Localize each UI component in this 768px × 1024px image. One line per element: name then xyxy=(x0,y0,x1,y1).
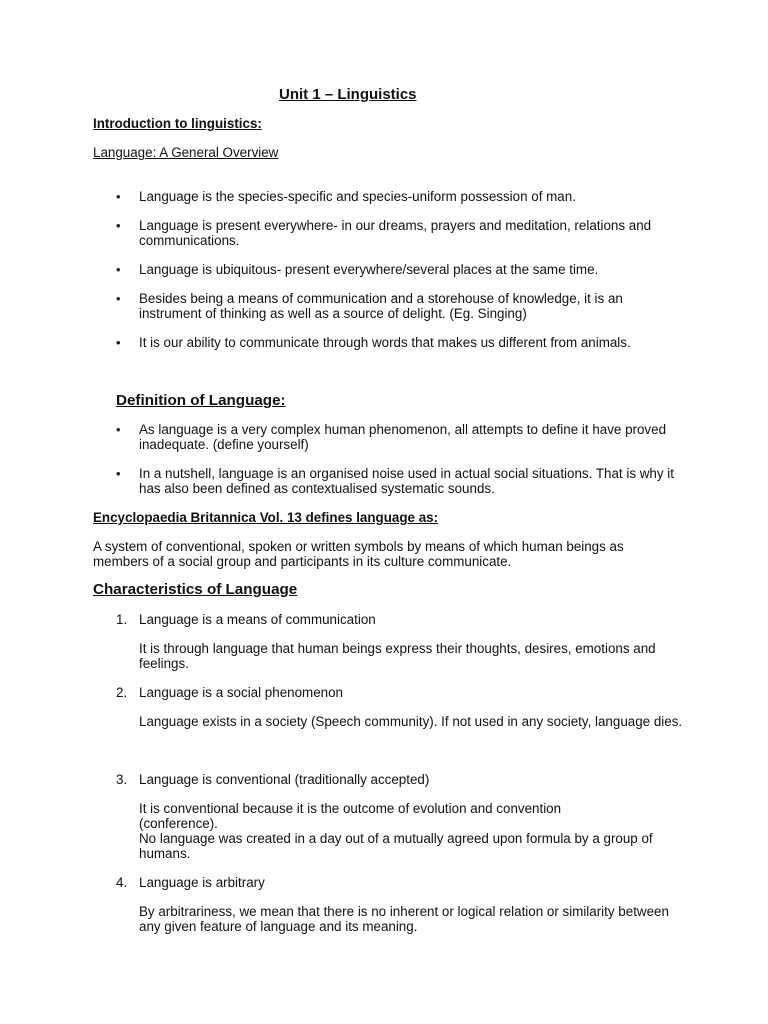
bullet-icon: • xyxy=(116,189,121,204)
list-item: Language is present everywhere- in our dreams, prayers and meditation, relations and communications. xyxy=(139,218,652,248)
characteristic-title: Language is conventional (traditionally accepted) xyxy=(139,772,430,787)
item-number: 2. xyxy=(116,685,128,700)
characteristic-title: Language is arbitrary xyxy=(139,875,265,890)
characteristic-body: It is conventional because it is the outcome of evolution and convention (conference). xyxy=(139,801,562,831)
britannica-heading: Encyclopaedia Britannica Vol. 13 defines language as: xyxy=(93,510,439,525)
list-item: As language is a very complex human phenomenon, all attempts to define it have proved inadequate. (define yourself) xyxy=(139,422,667,452)
bullet-icon: • xyxy=(116,291,121,306)
characteristic-body: No language was created in a day out of a mutually agreed upon formula by a group of humans. xyxy=(139,831,653,861)
characteristic-body: It is through language that human beings express their thoughts, desires, emotions and feelings. xyxy=(139,641,656,671)
bullet-icon: • xyxy=(116,218,121,233)
item-number: 3. xyxy=(116,772,128,787)
list-item: Language is the species-specific and species-uniform possession of man. xyxy=(139,189,576,204)
bullet-icon: • xyxy=(116,262,121,277)
intro-heading: Introduction to linguistics: xyxy=(93,116,262,131)
characteristics-heading: Characteristics of Language xyxy=(93,581,298,598)
bullet-icon: • xyxy=(116,335,121,350)
item-number: 4. xyxy=(116,875,128,890)
overview-heading: Language: A General Overview xyxy=(93,145,279,160)
list-item: Besides being a means of communication and a storehouse of knowledge, it is an instrument of thinking as well as a source of delight. (Eg. Singing) xyxy=(139,291,623,321)
list-item: It is our ability to communicate through words that makes us different from animals. xyxy=(139,335,631,350)
list-item: Language is ubiquitous- present everywhere/several places at the same time. xyxy=(139,262,599,277)
characteristic-body: By arbitrariness, we mean that there is no inherent or logical relation or similarity between any given feature of language and its meaning. xyxy=(139,904,669,934)
bullet-icon: • xyxy=(116,422,121,437)
characteristic-title: Language is a means of communication xyxy=(139,612,376,627)
page-title: Unit 1 – Linguistics xyxy=(279,86,417,103)
characteristic-body: Language exists in a society (Speech community). If not used in any society, language dies. xyxy=(139,714,683,729)
definition-heading: Definition of Language: xyxy=(116,392,286,409)
item-number: 1. xyxy=(116,612,128,627)
britannica-text: A system of conventional, spoken or written symbols by means of which human beings as members of a social group and participants in its culture communicate. xyxy=(93,539,624,569)
list-item: In a nutshell, language is an organised noise used in actual social situations. That is why it has also been defined as contextualised systematic sounds. xyxy=(139,466,674,496)
characteristic-title: Language is a social phenomenon xyxy=(139,685,343,700)
bullet-icon: • xyxy=(116,466,121,481)
